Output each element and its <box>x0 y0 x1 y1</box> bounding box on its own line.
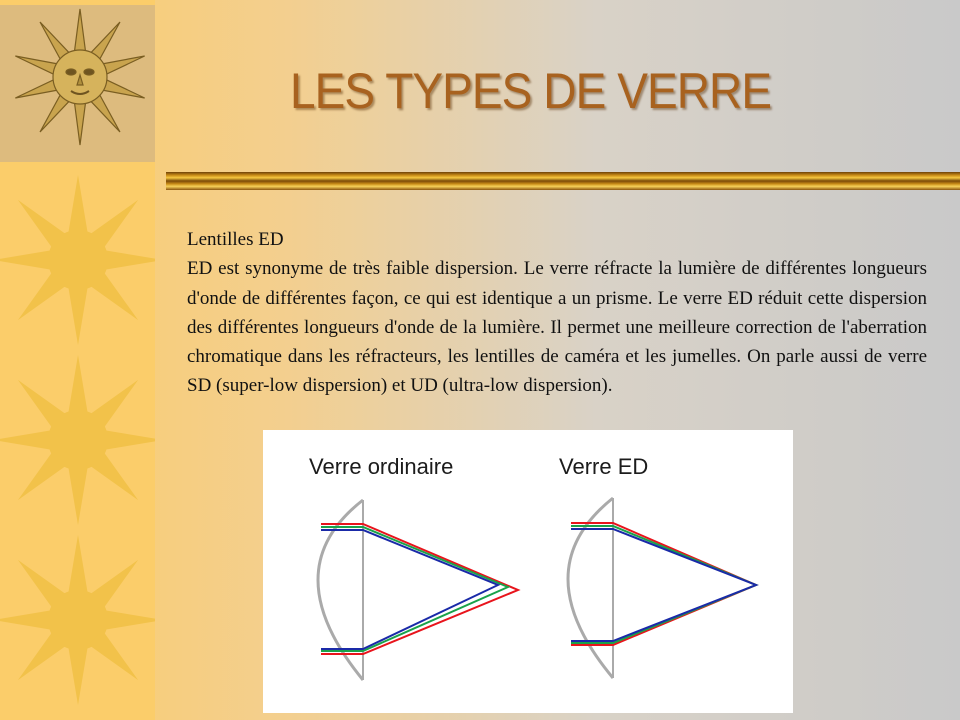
title-divider <box>166 172 960 190</box>
ed-glass-rays <box>571 523 756 645</box>
decorative-sun-icon <box>0 350 155 530</box>
dispersion-figure <box>263 430 793 713</box>
body-paragraph: ED est synonyme de très faible dispersion. Le verre réfracte la lumière de différentes longueurs d'onde de différentes façon, ce qui est identique a un prisme. Le verre ED réduit cette dispersion des différentes longueurs d'onde de la lumière. Il permet une meilleure correction de l'aberration chromatique dans les réfracteurs, les lentilles de caméra et les jumelles. On parle aussi de verre SD (super-low dispersion) et UD (ultra-low dispersion). <box>187 258 927 397</box>
sun-face-icon <box>0 5 155 162</box>
decorative-sun-icon <box>0 530 155 710</box>
decorative-sun-icon <box>0 170 155 350</box>
sun-face-logo <box>0 5 155 162</box>
slide-title: LES TYPES DE VERRE <box>290 63 772 119</box>
ed-glass-label: Verre ED <box>559 454 649 479</box>
slide-body <box>187 225 927 401</box>
ordinary-glass-rays <box>321 524 518 654</box>
decorative-sidebar <box>0 0 155 720</box>
ordinary-glass-label: Verre ordinaire <box>309 454 454 479</box>
section-heading: Lentilles ED <box>187 229 284 250</box>
